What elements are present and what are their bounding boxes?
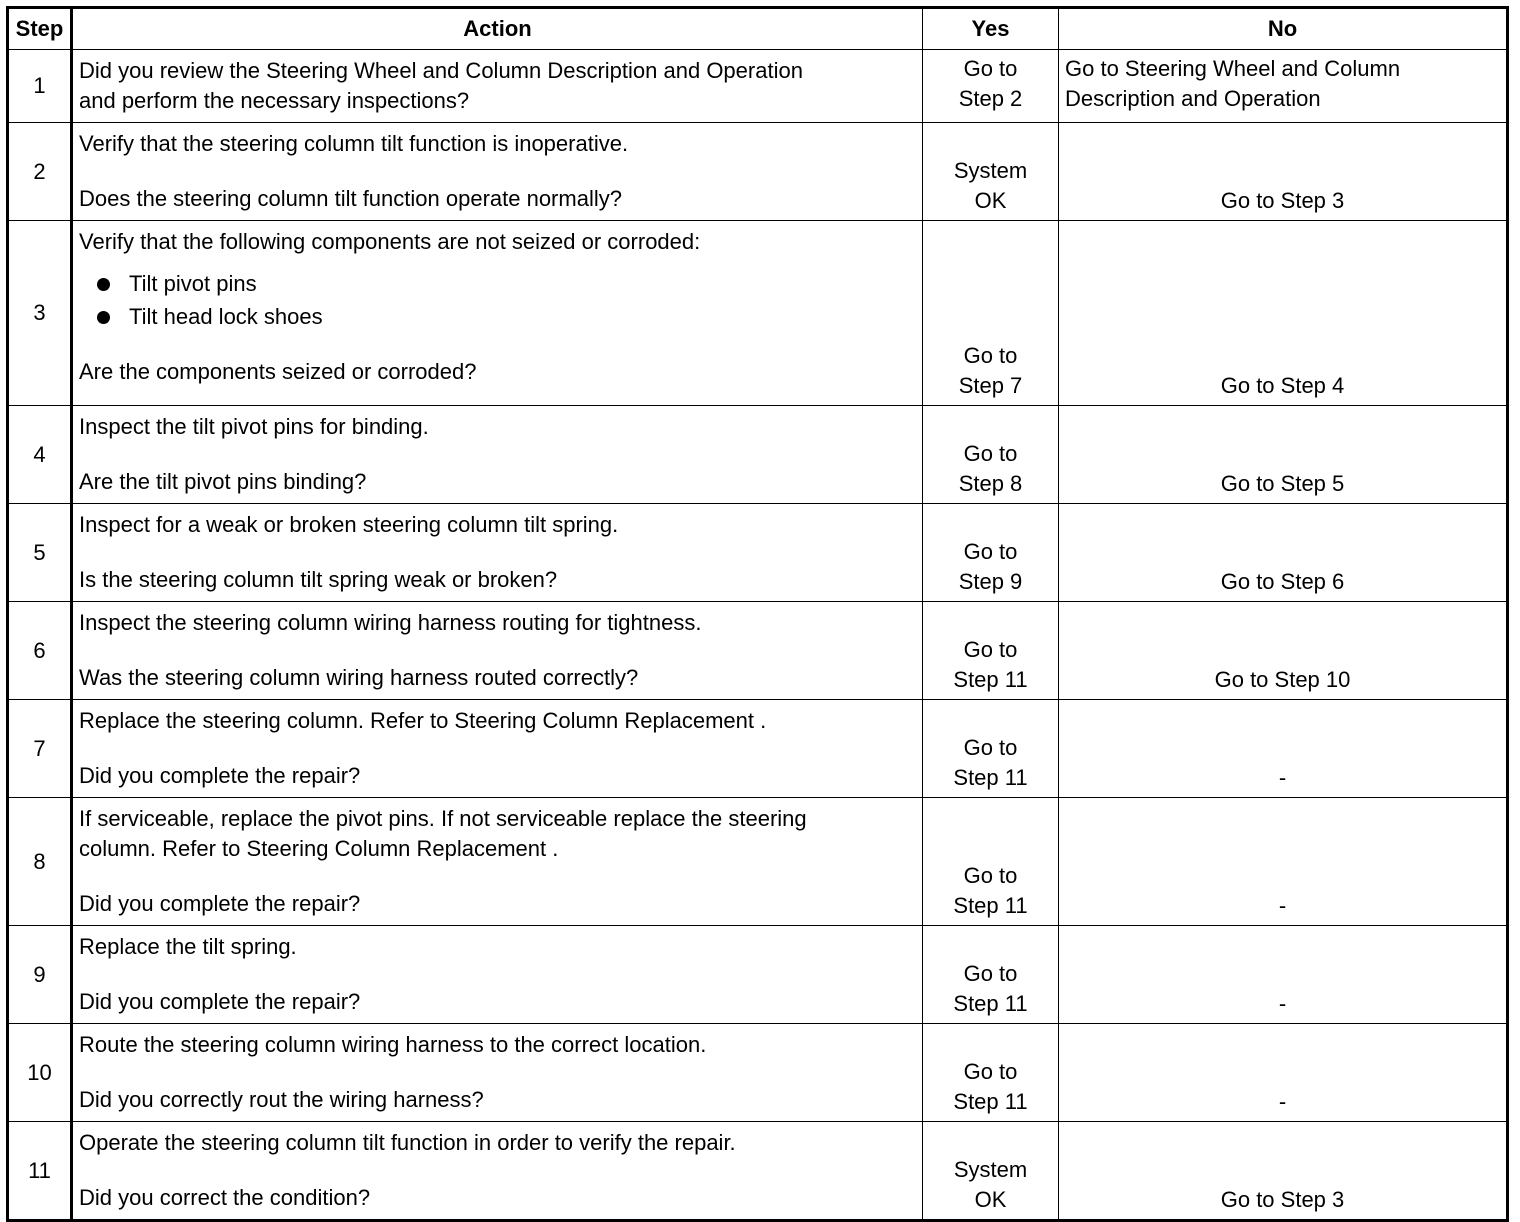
yes-line: Step 11	[953, 1089, 1028, 1114]
table-row	[8, 798, 1508, 926]
yes-cell	[923, 504, 1059, 602]
header-action: Action	[72, 8, 923, 50]
yes-line: Go to	[963, 735, 1018, 760]
no-cell: Go to Step 3	[1059, 1122, 1508, 1221]
action-cell	[72, 1122, 923, 1221]
yes-cell	[923, 798, 1059, 926]
list-item	[95, 302, 916, 335]
action-cell	[72, 700, 923, 798]
no-cell: -	[1059, 926, 1508, 1024]
bullet-icon	[97, 311, 110, 324]
yes-cell	[923, 926, 1059, 1024]
step-number: 10	[8, 1024, 72, 1122]
diagnostic-table	[6, 6, 1509, 1222]
step-number: 11	[8, 1122, 72, 1221]
table-row	[8, 1122, 1508, 1221]
step-number: 2	[8, 123, 72, 221]
yes-cell	[923, 221, 1059, 406]
header-step: Step	[8, 8, 72, 50]
no-cell: -	[1059, 700, 1508, 798]
action-instruction: column. Refer to Steering Column Replacement .	[79, 836, 559, 861]
yes-line: Step 11	[953, 765, 1028, 790]
list-item	[95, 269, 916, 302]
bullet-icon	[97, 278, 110, 291]
action-cell	[72, 602, 923, 700]
table-row	[8, 50, 1508, 123]
action-instruction: Operate the steering column tilt function in order to verify the repair.	[79, 1130, 736, 1155]
action-question: Is the steering column tilt spring weak or broken?	[79, 567, 558, 592]
yes-line: Step 8	[958, 471, 1023, 496]
action-instruction: Inspect the tilt pivot pins for binding.	[79, 414, 429, 439]
yes-line: Step 7	[958, 373, 1023, 398]
table-row	[8, 406, 1508, 504]
yes-line: Step 2	[958, 86, 1023, 111]
list-item-label: Tilt pivot pins	[129, 271, 257, 296]
no-cell: Go to Step 6	[1059, 504, 1508, 602]
action-instruction: Inspect for a weak or broken steering column tilt spring.	[79, 512, 619, 537]
step-number: 9	[8, 926, 72, 1024]
action-question: Did you complete the repair?	[79, 763, 361, 788]
action-instruction: If serviceable, replace the pivot pins. If not serviceable replace the steering	[79, 806, 807, 831]
action-cell	[72, 123, 923, 221]
action-question: Are the components seized or corroded?	[79, 359, 477, 384]
yes-line: OK	[974, 1187, 1007, 1212]
action-cell	[72, 406, 923, 504]
action-cell	[72, 1024, 923, 1122]
yes-line: Go to	[963, 56, 1018, 81]
no-cell	[1059, 50, 1508, 123]
no-cell: Go to Step 10	[1059, 602, 1508, 700]
action-instruction: Inspect the steering column wiring harness routing for tightness.	[79, 610, 702, 635]
yes-cell	[923, 1024, 1059, 1122]
yes-cell	[923, 123, 1059, 221]
yes-line: Go to	[963, 441, 1018, 466]
yes-line: System	[953, 158, 1028, 183]
table-row	[8, 504, 1508, 602]
list-item-label: Tilt head lock shoes	[129, 304, 323, 329]
yes-cell	[923, 406, 1059, 504]
action-cell	[72, 221, 923, 406]
step-number: 6	[8, 602, 72, 700]
header-row	[8, 8, 1508, 50]
component-list	[79, 269, 916, 335]
yes-line: Go to	[963, 539, 1018, 564]
header-no: No	[1059, 8, 1508, 50]
yes-line: Step 11	[953, 667, 1028, 692]
no-line: Description and Operation	[1065, 86, 1321, 111]
step-number: 3	[8, 221, 72, 406]
action-question: Did you complete the repair?	[79, 891, 361, 916]
no-cell: Go to Step 4	[1059, 221, 1508, 406]
yes-line: Go to	[963, 1059, 1018, 1084]
action-question: Are the tilt pivot pins binding?	[79, 469, 367, 494]
no-cell: Go to Step 3	[1059, 123, 1508, 221]
no-cell: Go to Step 5	[1059, 406, 1508, 504]
table-row	[8, 700, 1508, 798]
action-line: and perform the necessary inspections?	[79, 88, 470, 113]
action-cell	[72, 926, 923, 1024]
action-instruction: Verify that the following components are not seized or corroded:	[79, 229, 701, 254]
yes-cell	[923, 50, 1059, 123]
step-number: 7	[8, 700, 72, 798]
action-question: Did you complete the repair?	[79, 989, 361, 1014]
table-row	[8, 926, 1508, 1024]
table-row	[8, 221, 1508, 406]
step-number: 5	[8, 504, 72, 602]
yes-line: System	[953, 1157, 1028, 1182]
step-number: 4	[8, 406, 72, 504]
step-number: 8	[8, 798, 72, 926]
action-question: Does the steering column tilt function operate normally?	[79, 186, 622, 211]
yes-line: Step 9	[958, 569, 1023, 594]
table-row	[8, 123, 1508, 221]
action-instruction: Replace the tilt spring.	[79, 934, 297, 959]
action-question: Did you correctly rout the wiring harness?	[79, 1087, 484, 1112]
action-instruction: Route the steering column wiring harness to the correct location.	[79, 1032, 707, 1057]
action-cell	[72, 504, 923, 602]
action-cell	[72, 798, 923, 926]
yes-line: Step 11	[953, 893, 1028, 918]
step-number: 1	[8, 50, 72, 123]
yes-line: Step 11	[953, 991, 1028, 1016]
table-row	[8, 602, 1508, 700]
action-line: Did you review the Steering Wheel and Column Description and Operation	[79, 58, 803, 83]
action-cell	[72, 50, 923, 123]
yes-line: Go to	[963, 343, 1018, 368]
yes-line: Go to	[963, 961, 1018, 986]
yes-cell	[923, 602, 1059, 700]
action-instruction: Verify that the steering column tilt function is inoperative.	[79, 131, 629, 156]
yes-line: Go to	[963, 637, 1018, 662]
yes-line: OK	[974, 188, 1007, 213]
table-row	[8, 1024, 1508, 1122]
no-cell: -	[1059, 798, 1508, 926]
yes-cell	[923, 700, 1059, 798]
yes-line: Go to	[963, 863, 1018, 888]
no-line: Go to Steering Wheel and Column	[1065, 56, 1401, 81]
no-cell: -	[1059, 1024, 1508, 1122]
yes-cell	[923, 1122, 1059, 1221]
action-question: Was the steering column wiring harness routed correctly?	[79, 665, 639, 690]
action-question: Did you correct the condition?	[79, 1185, 371, 1210]
header-yes: Yes	[923, 8, 1059, 50]
action-instruction: Replace the steering column. Refer to Steering Column Replacement .	[79, 708, 767, 733]
